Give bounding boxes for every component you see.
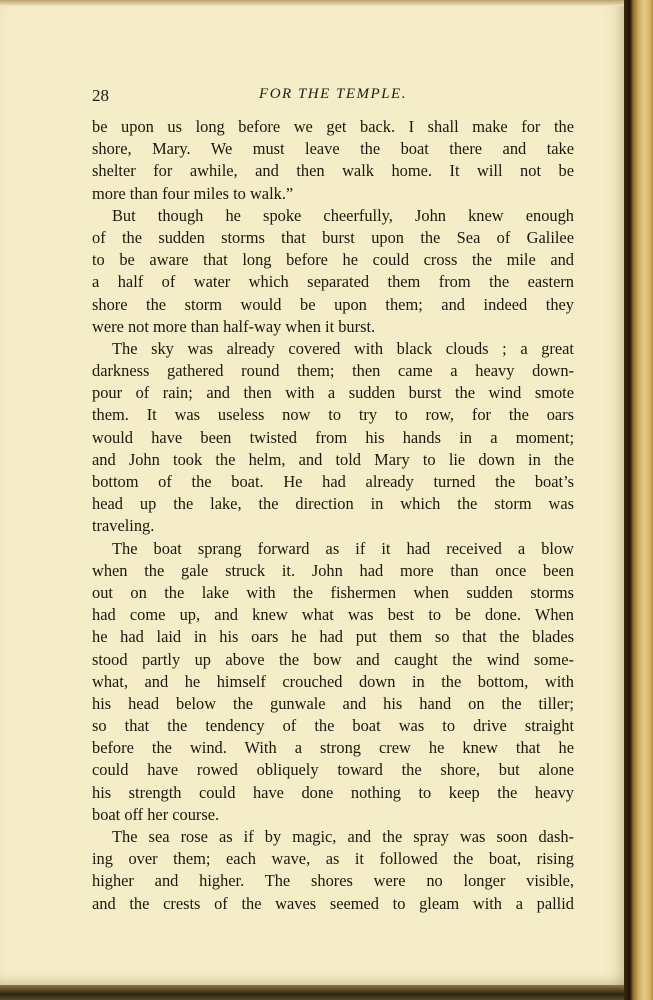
text-line: had come up, and knew what was best to be done. When [92, 605, 574, 625]
body-text [92, 116, 574, 915]
text-line: out on the lake with the fishermen when sudden storms [92, 582, 574, 602]
text-line: But though he spoke cheerfully, John knew enough [112, 205, 574, 225]
text-line: them. It was useless now to try to row, for the oars [92, 405, 574, 425]
text-line: to be aware that long before he could cross the mile and [92, 250, 574, 270]
text-line: a half of water which separated them from the eastern [92, 272, 574, 292]
text-line: before the wind. With a strong crew he knew that he [92, 738, 574, 758]
text-line: could have rowed obliquely toward the shore, but alone [92, 760, 574, 780]
book-binding [624, 0, 653, 1000]
text-line: The sky was already covered with black clouds ; a great [112, 338, 574, 358]
text-line: head up the lake, the direction in which the storm was [92, 494, 574, 514]
text-line: were not more than half-way when it burst. [92, 316, 376, 336]
text-line: shore the storm would be upon them; and indeed they [92, 294, 574, 314]
text-line: darkness gathered round them; then came a heavy down- [92, 361, 574, 381]
text-line: and John took the helm, and told Mary to lie down in the [92, 449, 574, 469]
text-line: be upon us long before we get back. I shall make for the [92, 117, 574, 136]
text-line: ing over them; each wave, as it followed the boat, rising [92, 849, 574, 869]
page-bottom-edge [0, 985, 624, 1000]
text-line: pour of rain; and then with a sudden burst the wind smote [92, 383, 574, 403]
page-top-edge [0, 0, 624, 6]
text-line: of the sudden storms that burst upon the Sea of Galilee [92, 227, 574, 247]
running-title: FOR THE TEMPLE. [259, 86, 407, 102]
text-line: his strength could have done nothing to keep the heavy [92, 782, 574, 802]
text-line: The sea rose as if by magic, and the spray was soon dash- [112, 827, 574, 846]
text-line: stood partly up above the bow and caught the wind some- [92, 649, 574, 669]
text-line: shelter for awhile, and then walk home. It will not be [92, 161, 574, 181]
page-number: 28 [92, 86, 109, 105]
text-line: when the gale struck it. John had more than once been [92, 560, 574, 580]
text-line: and the crests of the waves seemed to gleam with a pallid [92, 893, 574, 913]
text-line: The boat sprang forward as if it had received a blow [112, 538, 574, 558]
text-line: traveling. [92, 516, 155, 536]
text-line: would have been twisted from his hands in a moment; [92, 427, 574, 447]
text-line: his head below the gunwale and his hand on the tiller; [92, 693, 574, 713]
text-line: boat off her course. [92, 804, 220, 824]
text-line: so that the tendency of the boat was to drive straight [92, 716, 574, 736]
text-line: more than four miles to walk.” [92, 183, 294, 203]
text-line: he had laid in his oars he had put them so that the blades [92, 627, 574, 647]
text-line: higher and higher. The shores were no longer visible, [92, 871, 574, 891]
text-line: what, and he himself crouched down in the bottom, with [92, 671, 574, 691]
page-header [92, 86, 574, 108]
text-line: bottom of the boat. He had already turned the boat’s [92, 472, 574, 491]
text-line: shore, Mary. We must leave the boat there and take [92, 139, 574, 159]
